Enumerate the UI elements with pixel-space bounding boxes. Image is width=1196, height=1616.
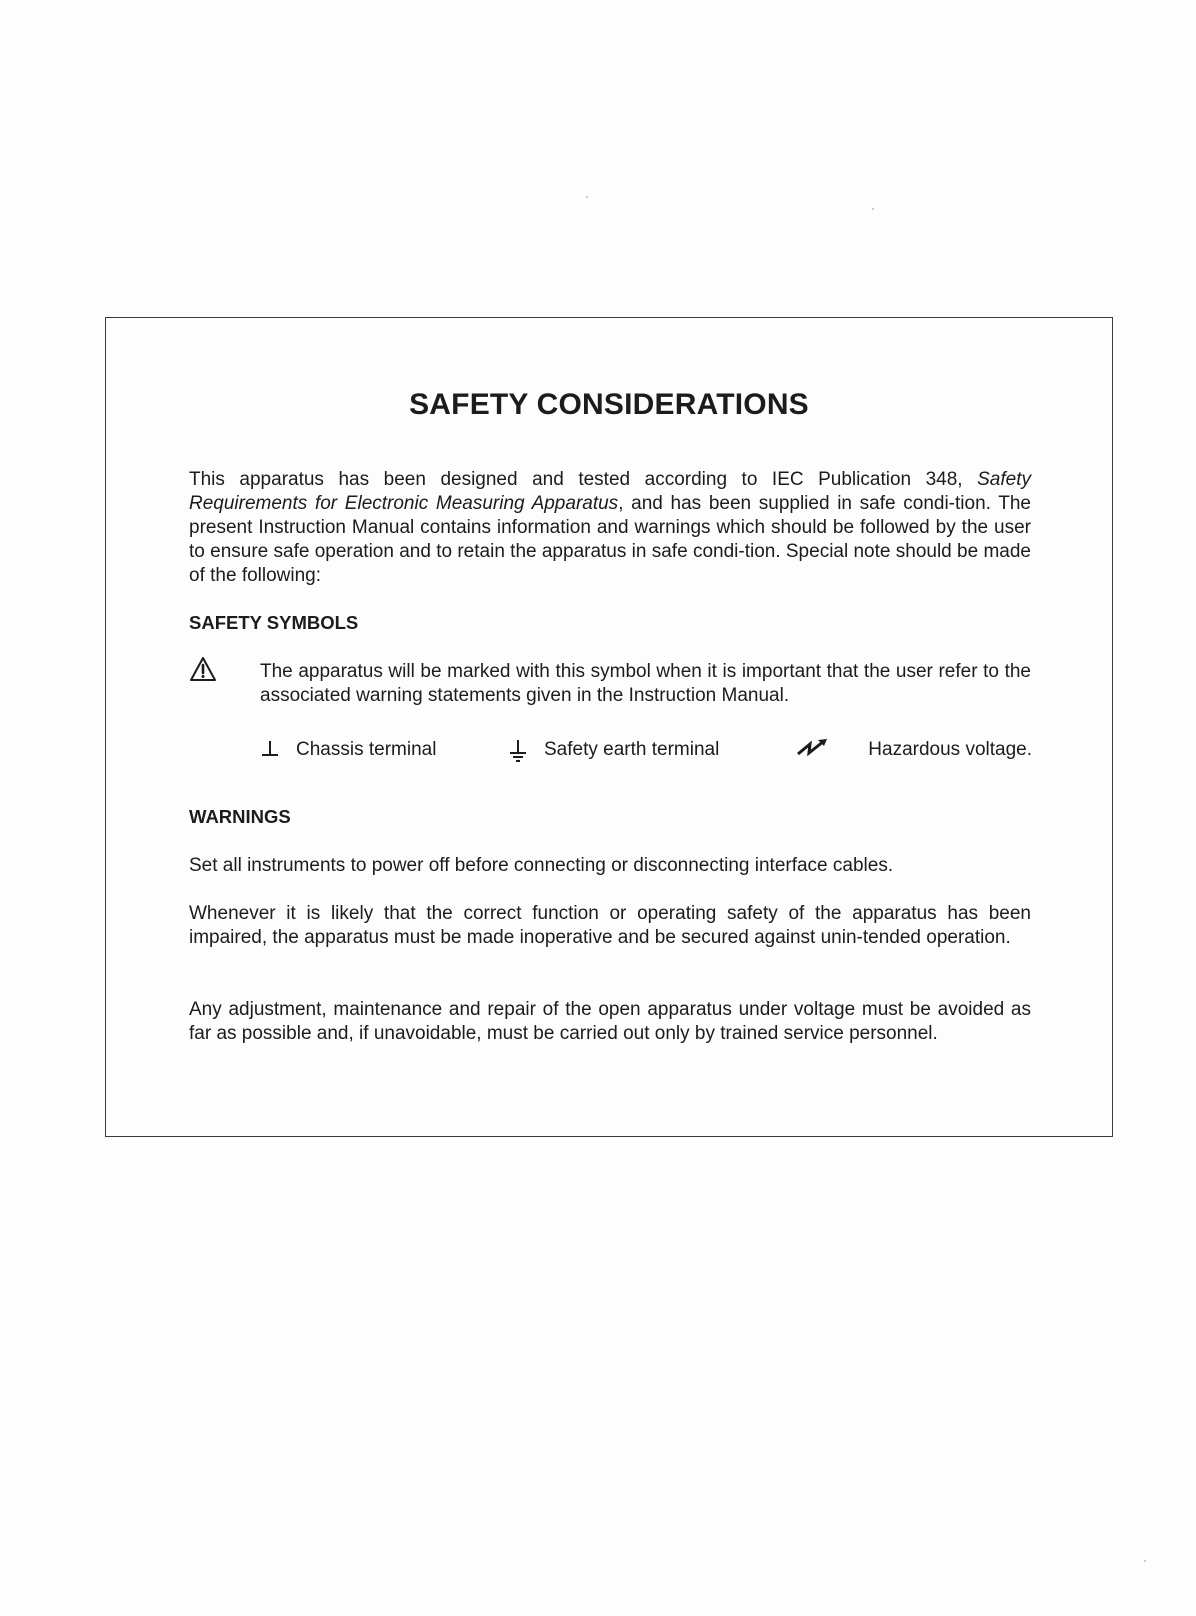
symbol-item-hazardous-voltage [796,736,1032,766]
safety-symbols-heading: SAFETY SYMBOLS [189,612,359,633]
warning-item: Whenever it is likely that the correct function or operating safety of the apparatus has been impaired, the apparatus must be made inoperative and be secured against unin-tended operation. [189,903,1031,948]
warning-triangle-icon [189,656,217,682]
warning-item: Any adjustment, maintenance and repair of the open apparatus under voltage must be avoided as far as possible and, if unavoidable, must be carried out only by trained service personnel. [189,999,1031,1044]
intro-text-1: This apparatus has been designed and tested according to IEC Publication 348, [189,469,978,490]
warnings-heading: WARNINGS [189,806,291,827]
symbol-item-chassis [260,736,460,766]
chassis-terminal-icon [260,736,280,762]
scan-speck [586,196,588,198]
symbol-label-safety-earth: Safety earth terminal [544,739,720,760]
scan-speck [1144,1560,1146,1562]
safety-considerations-box [105,317,1113,1137]
warning-item: Set all instruments to power off before connecting or disconnecting interface cables. [189,855,894,876]
intro-text-2: , and has been supplied in safe condi-tion. The present Instruction Manual contains information and warnings which should be followed by the user to ensure safe operation and to retain the apparatus in safe condi-tion. Special note should be made of the following: [189,493,1031,586]
scan-speck [872,208,874,210]
symbol-item-safety-earth [508,736,768,766]
symbol-label-chassis: Chassis terminal [296,739,437,760]
safety-earth-terminal-icon [508,736,528,764]
page-title: SAFETY CONSIDERATIONS [409,388,809,421]
intro-publication-title: Safety Requirements for Electronic Measuring Apparatus [189,469,1031,514]
hazardous-voltage-icon [796,736,832,760]
intro-paragraph [189,468,1031,588]
warning-symbol-description: The apparatus will be marked with this symbol when it is important that the user refer to the associated warning statements given in the Instruction Manual. [260,661,1031,706]
symbol-label-hazardous-voltage: Hazardous voltage. [868,739,1032,760]
